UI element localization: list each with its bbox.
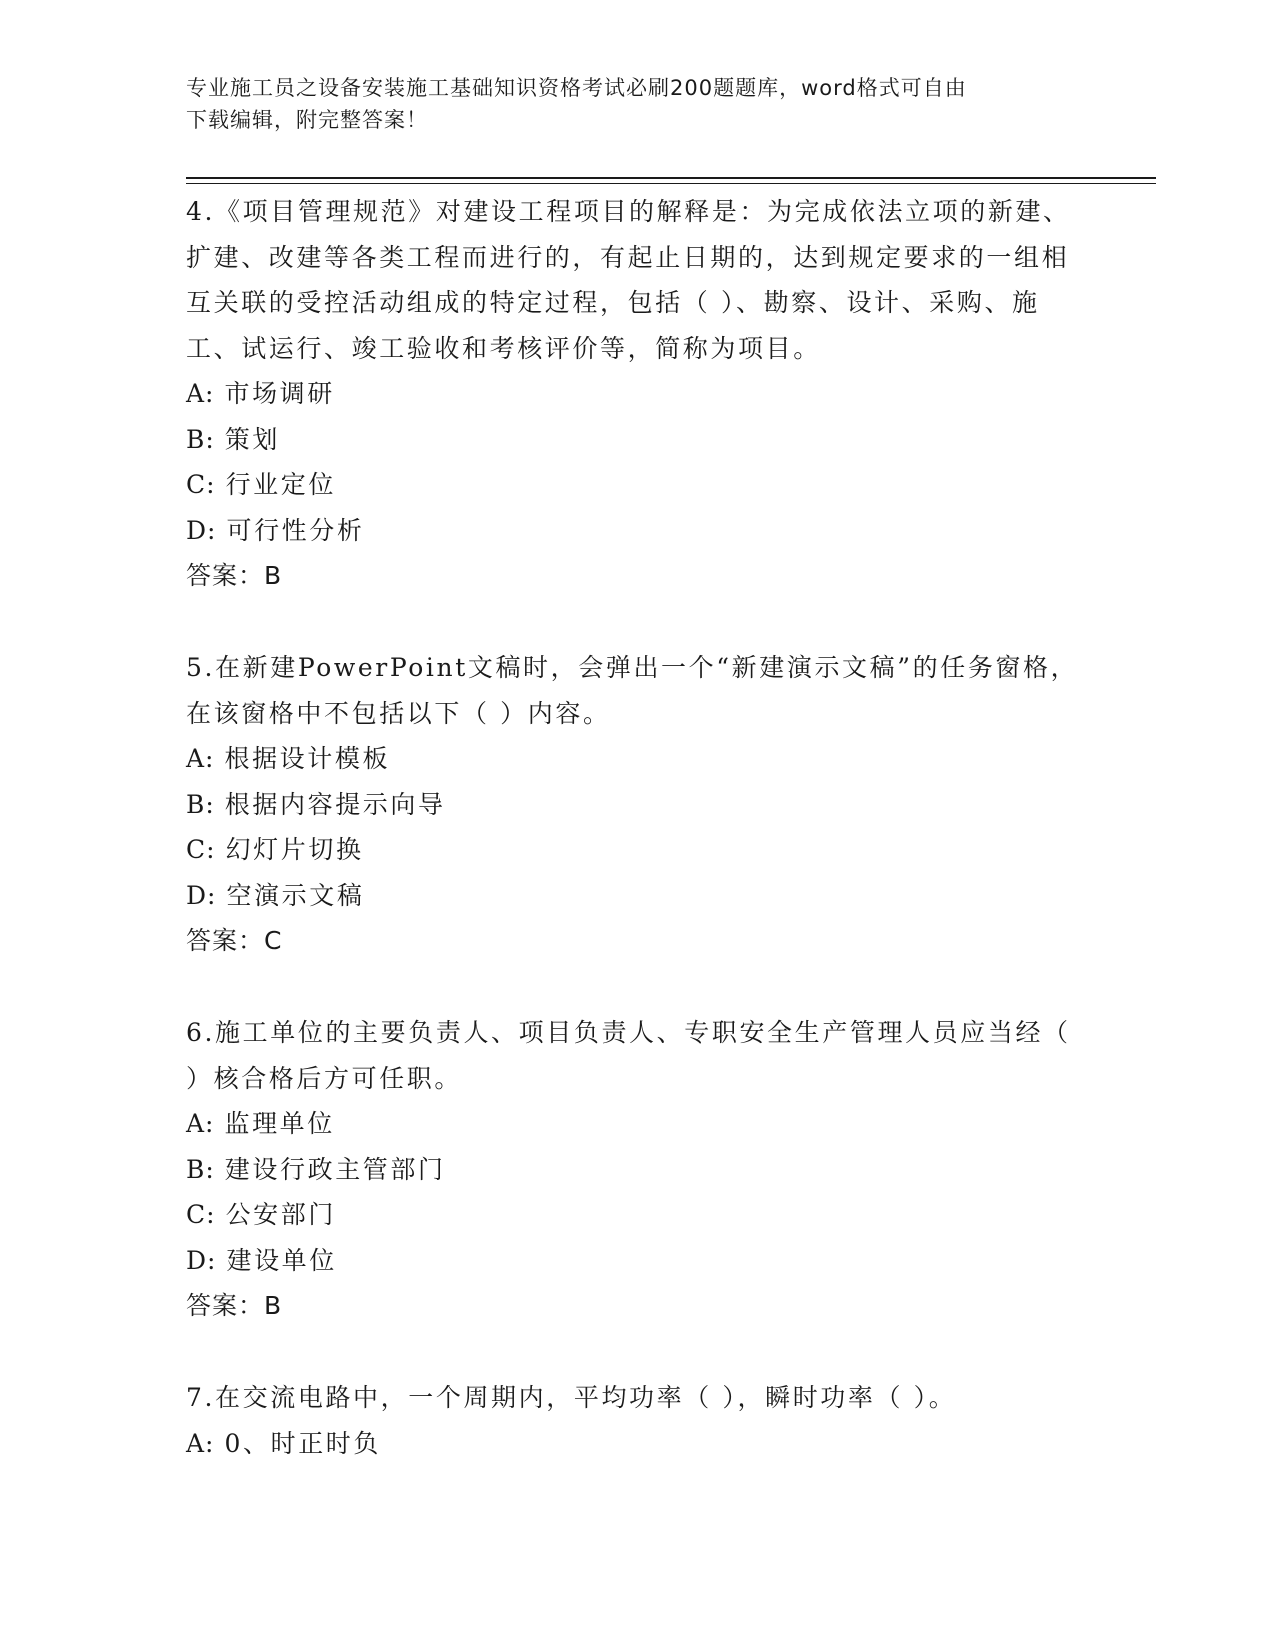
question-stem: 7.在交流电路中，一个周期内，平均功率（ ），瞬时功率（ ）。 bbox=[186, 1383, 957, 1412]
option-text: 建设单位 bbox=[226, 1245, 337, 1275]
option-label: A: bbox=[186, 379, 215, 408]
question-5 bbox=[186, 645, 1086, 964]
option-d bbox=[186, 508, 1086, 554]
answer-line: 答案：C bbox=[186, 926, 283, 955]
question-7 bbox=[186, 1375, 1086, 1466]
option-label: C: bbox=[186, 835, 216, 864]
question-stem: 4.《项目管理规范》对建设工程项目的解释是：为完成依法立项的新建、扩建、改建等各类工程而进行的，有起止日期的，达到规定要求的一组相互关联的受控活动组成的特定过程，包括（ ）、勘察、设计、采购、施工、试运行、竣工验收和考核评价等，简称为项目。 bbox=[186, 197, 1071, 363]
document-header bbox=[186, 72, 1066, 136]
option-text: 幻灯片切换 bbox=[225, 835, 364, 864]
header-divider-thin bbox=[186, 183, 1156, 184]
option-text: 可行性分析 bbox=[226, 515, 365, 545]
option-label: D: bbox=[186, 880, 217, 910]
option-label: B: bbox=[186, 1154, 215, 1184]
header-divider-thick bbox=[186, 177, 1156, 179]
question-stem: 5.在新建PowerPoint文稿时，会弹出一个“新建演示文稿”的任务窗格，在该窗格中不包括以下（ ）内容。 bbox=[186, 653, 1079, 728]
answer-line: 答案：B bbox=[186, 561, 283, 590]
option-label: A: bbox=[186, 1428, 215, 1458]
option-text: 公安部门 bbox=[225, 1200, 336, 1229]
option-b bbox=[186, 417, 1086, 463]
option-d bbox=[186, 873, 1086, 919]
option-c bbox=[186, 462, 1086, 508]
option-d bbox=[186, 1238, 1086, 1284]
option-text: 市场调研 bbox=[224, 379, 335, 408]
option-text: 监理单位 bbox=[224, 1109, 335, 1138]
option-c bbox=[186, 1192, 1086, 1238]
option-c bbox=[186, 827, 1086, 873]
question-4 bbox=[186, 189, 1086, 599]
option-a bbox=[186, 736, 1086, 782]
option-label: B: bbox=[186, 424, 215, 454]
option-text: 根据内容提示向导 bbox=[224, 789, 446, 819]
question-6 bbox=[186, 1010, 1086, 1329]
option-label: C: bbox=[186, 1200, 216, 1229]
header-title-line-2: 下载编辑，附完整答案！ bbox=[186, 108, 428, 132]
option-b bbox=[186, 1147, 1086, 1193]
option-label: B: bbox=[186, 789, 215, 819]
option-text: 行业定位 bbox=[225, 470, 336, 499]
option-label: D: bbox=[186, 515, 217, 545]
header-title-line-1: 专业施工员之设备安装施工基础知识资格考试必刷200题题库，word格式可自由 bbox=[186, 76, 967, 100]
option-text: 策划 bbox=[224, 424, 280, 454]
option-text: 根据设计模板 bbox=[224, 744, 391, 773]
option-text: 0、时正时负 bbox=[224, 1428, 381, 1458]
option-a bbox=[186, 1101, 1086, 1147]
option-a bbox=[186, 371, 1086, 417]
option-label: A: bbox=[186, 1109, 215, 1138]
option-label: C: bbox=[186, 470, 216, 499]
option-text: 空演示文稿 bbox=[226, 880, 365, 910]
option-text: 建设行政主管部门 bbox=[224, 1154, 446, 1184]
option-label: A: bbox=[186, 744, 215, 773]
answer-line: 答案：B bbox=[186, 1291, 283, 1320]
option-b bbox=[186, 782, 1086, 828]
option-label: D: bbox=[186, 1245, 217, 1275]
option-a bbox=[186, 1421, 1086, 1467]
question-stem: 6.施工单位的主要负责人、项目负责人、专职安全生产管理人员应当经（ ）核合格后方可任职。 bbox=[186, 1018, 1071, 1093]
